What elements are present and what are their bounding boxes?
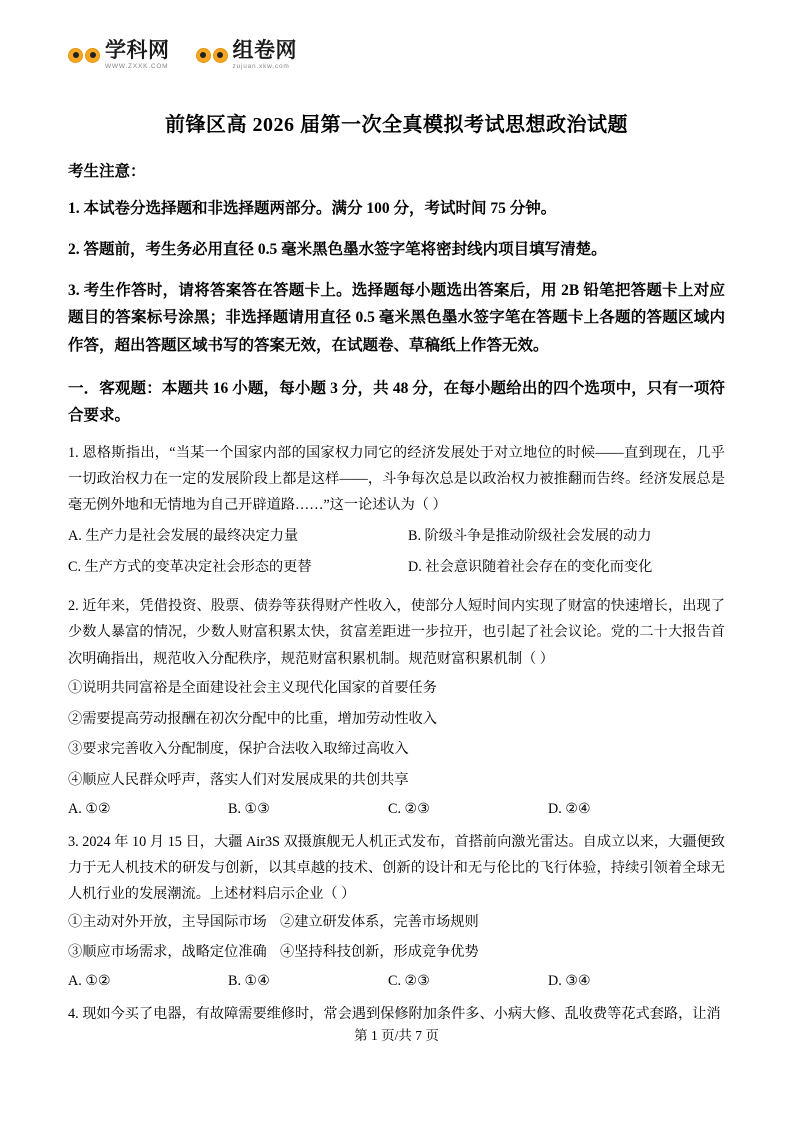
question-1-options-row-1 — [68, 523, 725, 551]
notice-item-2: 2. 答题前，考生务必用直径 0.5 毫米黑色墨水签字笔将密封线内项目填写清楚。 — [68, 241, 607, 259]
question-3-subitem-3: ③顺应市场需求，战略定位准确 — [68, 944, 267, 961]
question-3-subitem-row-2 — [68, 939, 725, 967]
notice-item-1: 1. 本试卷分选择题和非选择题两部分。满分 100 分，考试时间 75 分钟。 — [68, 200, 557, 217]
question-1-option-d[interactable]: D. 社会意识随着社会存在的变化而变化 — [408, 559, 653, 576]
question-3-option-a[interactable]: A. ①② — [68, 972, 111, 989]
question-1-option-b[interactable]: B. 阶级斗争是推动阶级社会发展的动力 — [408, 527, 652, 544]
question-2-option-a[interactable]: A. ①② — [68, 800, 111, 817]
question-3-option-b[interactable]: B. ①④ — [228, 972, 270, 989]
logo-xuekewang-url: WWW.ZXXK.COM — [105, 63, 169, 70]
question-2-stem: 2. 近年来，凭借投资、股票、债券等获得财产性收入，使部分人短时间内实现了财富的快速增长，出现了少数人暴富的情况，少数人财富积累太快，贫富差距进一步拉开，也引起了社会议论。党的二十大报告首次明确指出，规范收入分配秩序，规范财富积累机制。规范财富积累机制（ ） — [68, 598, 725, 667]
question-3 — [68, 829, 725, 990]
question-4-stem: 4. 现如今买了电器，有故障需要维修时，常会遇到保修附加条件多、小病大修、乱收费等花式套路，让消 — [68, 1005, 721, 1022]
question-2-subitem-2: ②需要提高劳动报酬在初次分配中的比重，增加劳动性收入 — [68, 710, 437, 727]
logo-xuekewang-label: 学科网 — [105, 39, 170, 62]
question-3-option-d[interactable]: D. ③④ — [548, 972, 591, 989]
logo-xuekewang — [68, 40, 170, 71]
question-1-option-a[interactable]: A. 生产力是社会发展的最终决定力量 — [68, 527, 299, 544]
question-3-options — [68, 973, 725, 990]
question-2-option-c[interactable]: C. ②③ — [388, 800, 430, 817]
question-3-stem: 3. 2024 年 10 月 15 日，大疆 Air3S 双摄旗舰无人机正式发布，首搭前向激光雷达。自成立以来，大疆便致力于无人机技术的研发与创新，以其卓越的技术、创新的设计和无与伦比的飞行体验，持续引领着全球无人机行业的发展潮流。上述材料启示企业（ ） — [68, 833, 725, 903]
question-3-subitem-row-1 — [68, 909, 725, 937]
logo-header — [68, 0, 725, 86]
question-2-option-d[interactable]: D. ②④ — [548, 800, 591, 817]
logo-zujuanwang — [196, 40, 298, 71]
question-1-option-c[interactable]: C. 生产方式的变革决定社会形态的更替 — [68, 559, 312, 576]
question-2-options — [68, 801, 725, 818]
notice-item-3: 3. 考生作答时，请将答案答在答题卡上。选择题每小题选出答案后，用 2B 铅笔把答题卡上对应题目的答案标号涂黑；非选择题请用直径 0.5 毫米黑色墨水签字笔在答题卡上各题的答题区域内作答，超出答题区域书写的答案无效，在试题卷、草稿纸上作答无效。 — [68, 282, 725, 354]
logo-zujuanwang-url: zujuan.xkw.com — [232, 63, 290, 70]
eyes-icon — [68, 48, 100, 63]
notice-heading: 考生注意： — [68, 163, 146, 180]
question-1-stem: 1. 恩格斯指出，“当某一个国家内部的国家权力同它的经济发展处于对立地位的时候——直到现在，几乎一切政治权力在一定的发展阶段上都是这样——，斗争每次总是以政治权力被推翻而告终。经济发展总是毫无例外地和无情地为自己开辟道路……”这一论述认为（ ） — [68, 444, 725, 514]
question-1-options-row-2 — [68, 554, 725, 582]
question-2-subitem-4: ④顺应人民群众呼声，落实人们对发展成果的共创共享 — [68, 771, 409, 788]
question-3-subitem-4: ④坚持科技创新，形成竞争优势 — [280, 944, 479, 961]
question-1 — [68, 440, 725, 582]
question-3-subitem-2: ②建立研发体系，完善市场规则 — [280, 914, 479, 931]
question-3-subitem-1: ①主动对外开放，主导国际市场 — [68, 914, 267, 931]
question-2-subitem-3: ③要求完善收入分配制度，保护合法收入取缔过高收入 — [68, 741, 409, 758]
page-footer: 第 1 页/共 7 页 — [354, 1028, 439, 1043]
section-heading-objective: 一．客观题：本题共 16 小题，每小题 3 分，共 48 分，在每小题给出的四个选项中，只有一项符合要求。 — [68, 379, 725, 424]
question-2 — [68, 593, 725, 818]
question-3-option-c[interactable]: C. ②③ — [388, 972, 430, 989]
eyes-icon — [196, 48, 228, 63]
logo-zujuanwang-label: 组卷网 — [232, 39, 297, 62]
question-2-subitem-1: ①说明共同富裕是全面建设社会主义现代化国家的首要任务 — [68, 679, 437, 696]
page-title: 前锋区高 2026 届第一次全真模拟考试思想政治试题 — [165, 114, 628, 136]
question-2-option-b[interactable]: B. ①③ — [228, 800, 270, 817]
